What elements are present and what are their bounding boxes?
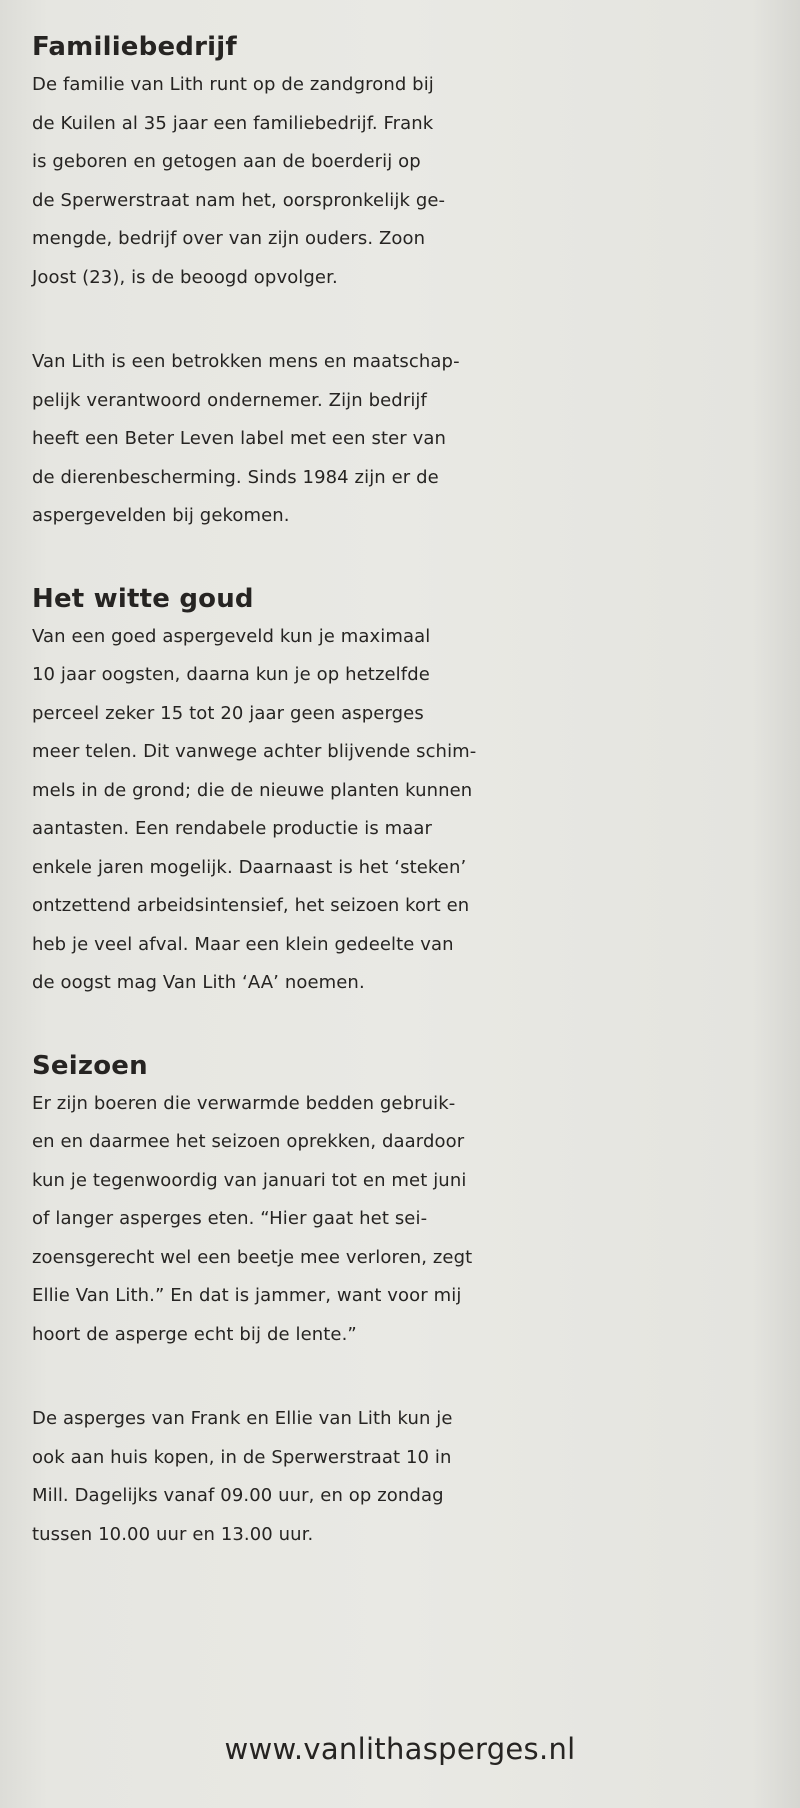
section-verkoop — [28, 1400, 772, 1554]
text-line: Van een goed aspergeveld kun je maximaal — [32, 625, 431, 647]
text-line: heeft een Beter Leven label met een ster van — [32, 428, 446, 449]
section-seizoen — [28, 1049, 772, 1355]
text-line: kun je tegenwoordig van januari tot en met juni — [32, 1169, 467, 1191]
text-line: meer telen. Dit vanwege achter blijvende schim- — [32, 741, 477, 762]
text-line: of langer asperges eten. “Hier gaat het sei- — [32, 1208, 428, 1229]
text-line: ontzettend arbeidsintensief, het seizoen kort en — [32, 895, 470, 916]
text-line: Er zijn boeren die verwarmde bedden gebruik- — [32, 1092, 456, 1114]
section-heading: Seizoen — [32, 1050, 148, 1081]
section-van-lith — [28, 343, 772, 536]
text-line: de Sperwerstraat nam het, oorspronkelijk ge- — [32, 189, 446, 211]
text-line: aspergevelden bij gekomen. — [32, 505, 290, 526]
text-line: Van Lith is een betrokken mens en maatschap- — [32, 351, 460, 372]
text-line: en en daarmee het seizoen oprekken, daardoor — [32, 1131, 465, 1152]
text-line: aantasten. Een rendabele productie is maar — [32, 818, 433, 839]
text-line: de dierenbescherming. Sinds 1984 zijn er de — [32, 466, 439, 488]
text-line: De familie van Lith runt op de zandgrond bij — [32, 74, 434, 95]
text-line: Mill. Dagelijks vanaf 09.00 uur, en op zondag — [32, 1485, 444, 1506]
text-line: hoort de asperge echt bij de lente.” — [32, 1323, 357, 1345]
text-line: ook aan huis kopen, in de Sperwerstraat 10 in — [32, 1446, 452, 1468]
text-line: de oogst mag Van Lith ‘AA’ noemen. — [32, 972, 365, 993]
text-line: pelijk verantwoord ondernemer. Zijn bedrijf — [32, 389, 427, 411]
text-line: heb je veel afval. Maar een klein gedeelte van — [32, 933, 454, 955]
text-line: mengde, bedrijf over van zijn ouders. Zoon — [32, 228, 426, 249]
text-line: perceel zeker 15 tot 20 jaar geen asperges — [32, 702, 424, 724]
text-line: Ellie Van Lith.” En dat is jammer, want voor mij — [32, 1285, 462, 1306]
text-line: enkele jaren mogelijk. Daarnaast is het ‘steken’ — [32, 856, 467, 878]
text-line: zoensgerecht wel een beetje mee verloren, zegt — [32, 1246, 473, 1268]
text-line: De asperges van Frank en Ellie van Lith kun je — [32, 1408, 453, 1429]
text-line: is geboren en getogen aan de boerderij op — [32, 151, 421, 172]
section-heading: Het witte goud — [32, 583, 254, 614]
text-line: mels in de grond; die de nieuwe planten kunnen — [32, 779, 473, 801]
section-heading: Familiebedrijf — [32, 32, 237, 62]
text-line: Joost (23), is de beoogd opvolger. — [32, 266, 338, 288]
article-body — [28, 30, 772, 1600]
website-url: www.vanlithasperges.nl — [224, 1732, 576, 1766]
text-line: tussen 10.00 uur en 13.00 uur. — [32, 1523, 314, 1545]
section-het-witte-goud — [28, 582, 772, 1003]
text-line: 10 jaar oogsten, daarna kun je op hetzelfde — [32, 664, 430, 685]
section-familiebedrijf — [28, 30, 772, 297]
text-line: de Kuilen al 35 jaar een familiebedrijf. Frank — [32, 112, 434, 134]
